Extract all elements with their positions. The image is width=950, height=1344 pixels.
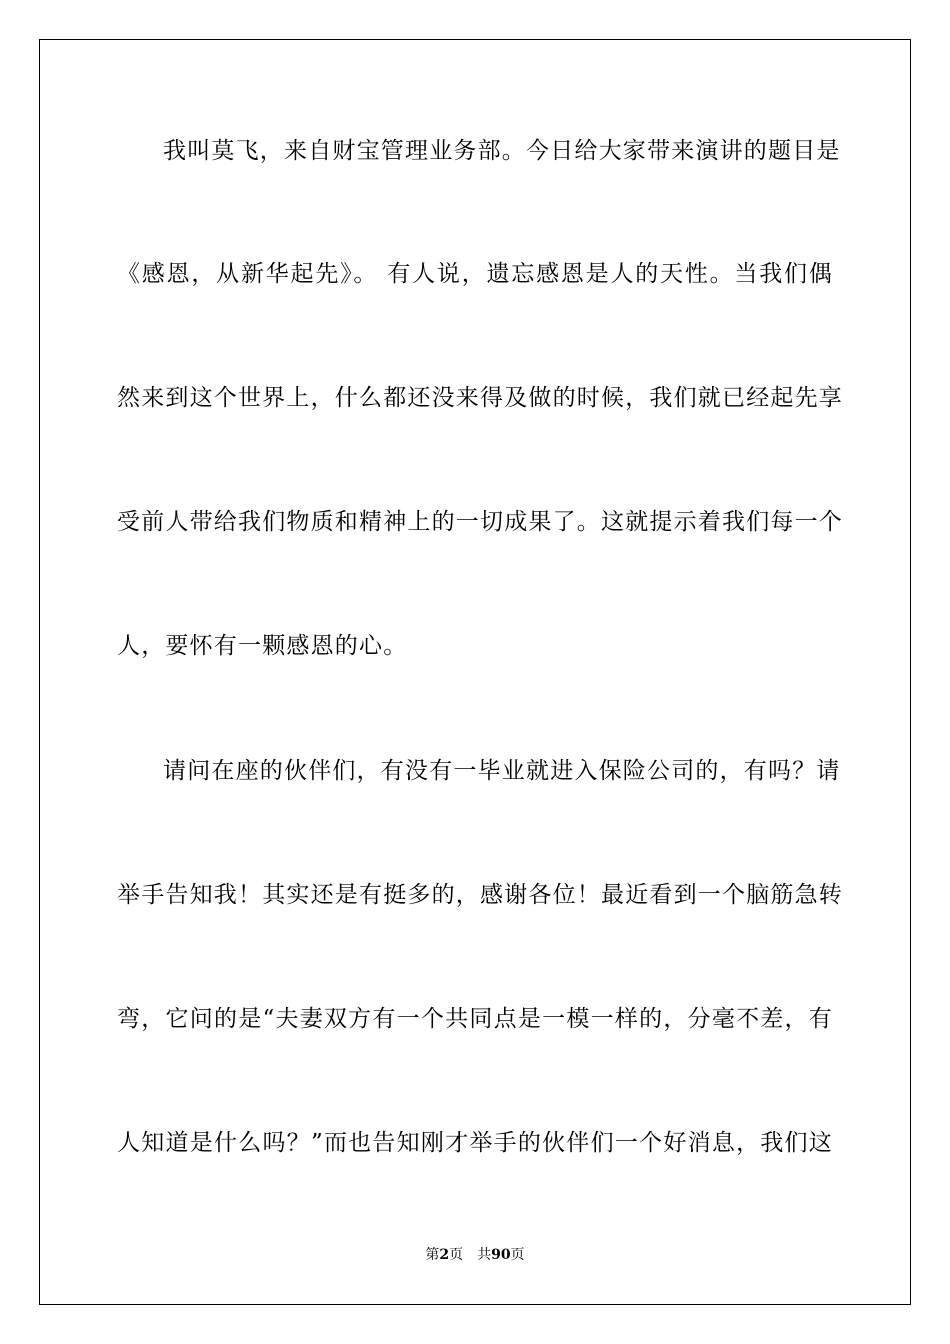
footer-total-pages: 90 bbox=[491, 1247, 511, 1263]
paragraph-2-line-1: 请问在座的伙伴们，有没有一毕业就进入保险公司的，有吗？请 bbox=[163, 758, 841, 784]
footer-page-prefix: 第 bbox=[425, 1247, 440, 1263]
paragraph-2-line-4: 人知道是什么吗？”而也告知刚才举手的伙伴们一个好消息，我们这 bbox=[117, 1130, 833, 1156]
paragraph-1-line-1: 我叫莫飞，来自财宝管理业务部。今日给大家带来演讲的题目是 bbox=[163, 138, 841, 164]
paragraph-1-line-3: 然来到这个世界上，什么都还没来得及做的时候，我们就已经起先享 bbox=[117, 385, 843, 411]
paragraph-2-line-2: 举手告知我！其实还是有挺多的，感谢各位！最近看到一个脑筋急转 bbox=[117, 882, 843, 908]
paragraph-1-line-4: 受前人带给我们物质和精神上的一切成果了。这就提示着我们每一个 bbox=[117, 509, 843, 535]
paragraph-1-line-5: 人，要怀有一颗感恩的心。 bbox=[117, 633, 408, 659]
footer-page-suffix: 页 bbox=[449, 1247, 464, 1263]
footer-total-suffix: 页 bbox=[510, 1247, 525, 1263]
paragraph-1-line-2: 《感恩，从新华起先》。 有人说，遗忘感恩是人的天性。当我们偶 bbox=[117, 261, 833, 287]
page-footer bbox=[0, 1246, 950, 1264]
paragraph-2-line-3: 弯，它问的是“夫妻双方有一个共同点是一模一样的，分毫不差，有 bbox=[117, 1006, 833, 1032]
footer-page-number: 2 bbox=[439, 1247, 450, 1263]
footer-total-prefix: 共 bbox=[477, 1247, 492, 1263]
page-border bbox=[39, 39, 911, 1305]
